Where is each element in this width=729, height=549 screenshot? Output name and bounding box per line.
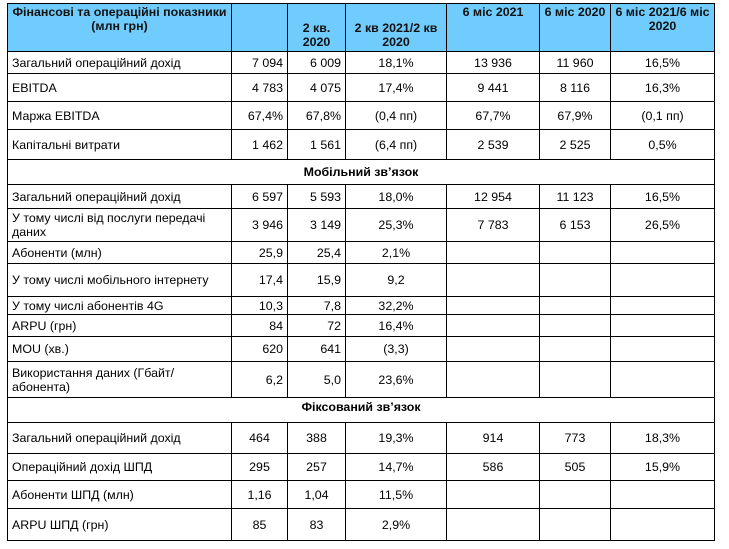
- table-row: [8, 454, 715, 481]
- cell: 67,9%: [540, 102, 611, 130]
- row-label: Загальний операційний дохід: [8, 423, 232, 454]
- cell: 17,4: [232, 264, 288, 297]
- cell: 13 936: [447, 52, 540, 74]
- cell: 2,9%: [346, 509, 447, 541]
- table-row: [8, 362, 715, 398]
- cell: 914: [447, 423, 540, 454]
- cell: 9,2: [346, 264, 447, 297]
- cell: [447, 362, 540, 398]
- cell: 67,4%: [232, 102, 288, 130]
- cell: [447, 481, 540, 509]
- cell: 16,5%: [611, 185, 715, 209]
- header-col-6: 6 міс 2021/6 міс 2020: [611, 4, 715, 52]
- cell: [611, 509, 715, 541]
- cell: [447, 297, 540, 315]
- cell: 2 539: [447, 130, 540, 160]
- cell: 7,8: [288, 297, 346, 315]
- cell: [540, 297, 611, 315]
- cell: 7 094: [232, 52, 288, 74]
- cell: 32,2%: [346, 297, 447, 315]
- cell: [447, 264, 540, 297]
- cell: [540, 337, 611, 362]
- cell: 85: [232, 509, 288, 541]
- cell: 6 597: [232, 185, 288, 209]
- table-row: [8, 242, 715, 264]
- cell: 6,2: [232, 362, 288, 398]
- cell: 18,1%: [346, 52, 447, 74]
- table-row: [8, 481, 715, 509]
- cell: [540, 509, 611, 541]
- cell: (3,3): [346, 337, 447, 362]
- cell: 295: [232, 454, 288, 481]
- cell: 6 009: [288, 52, 346, 74]
- table-row: [8, 102, 715, 130]
- cell: 7 783: [447, 209, 540, 242]
- cell: 6 153: [540, 209, 611, 242]
- section-row-mobile: [8, 160, 715, 185]
- row-label: ARPU ШПД (грн): [8, 509, 232, 541]
- cell: (6,4 пп): [346, 130, 447, 160]
- cell: (0,4 пп): [346, 102, 447, 130]
- cell: 2,1%: [346, 242, 447, 264]
- row-label: Використання даних (Гбайт/абонента): [8, 362, 232, 398]
- table-row: [8, 130, 715, 160]
- cell: [611, 315, 715, 337]
- header-col-3: 2 кв 2021/2 кв 2020: [346, 4, 447, 52]
- cell: 464: [232, 423, 288, 454]
- cell: [611, 264, 715, 297]
- row-label: Загальний операційний дохід: [8, 52, 232, 74]
- row-label: Операційний дохід ШПД: [8, 454, 232, 481]
- cell: 1,16: [232, 481, 288, 509]
- cell: 388: [288, 423, 346, 454]
- cell: 23,6%: [346, 362, 447, 398]
- cell: 8 116: [540, 74, 611, 102]
- header-col-4: 6 міс 2021: [447, 4, 540, 52]
- cell: 25,4: [288, 242, 346, 264]
- cell: [611, 297, 715, 315]
- table-header-row: [8, 4, 715, 52]
- cell: 14,7%: [346, 454, 447, 481]
- cell: 11 960: [540, 52, 611, 74]
- cell: 5 593: [288, 185, 346, 209]
- row-label: Загальний операційний дохід: [8, 185, 232, 209]
- cell: 3 149: [288, 209, 346, 242]
- cell: 18,3%: [611, 423, 715, 454]
- header-label: Фінансові та операційні показники (млн грн): [8, 4, 232, 52]
- cell: 25,9: [232, 242, 288, 264]
- table-row: [8, 297, 715, 315]
- cell: 17,4%: [346, 74, 447, 102]
- header-col-1: [232, 4, 288, 52]
- cell: [540, 264, 611, 297]
- cell: 1 561: [288, 130, 346, 160]
- cell: 16,3%: [611, 74, 715, 102]
- cell: 257: [288, 454, 346, 481]
- row-label: У тому числі абонентів 4G: [8, 297, 232, 315]
- table-row: [8, 315, 715, 337]
- row-label: Абоненти ШПД (млн): [8, 481, 232, 509]
- row-label: Капітальні витрати: [8, 130, 232, 160]
- cell: 84: [232, 315, 288, 337]
- cell: 83: [288, 509, 346, 541]
- cell: 641: [288, 337, 346, 362]
- cell: 19,3%: [346, 423, 447, 454]
- cell: 18,0%: [346, 185, 447, 209]
- table-row: [8, 52, 715, 74]
- cell: [540, 362, 611, 398]
- cell: [447, 509, 540, 541]
- cell: 4 075: [288, 74, 346, 102]
- header-col-5: 6 міс 2020: [540, 4, 611, 52]
- cell: 9 441: [447, 74, 540, 102]
- row-label: ARPU (грн): [8, 315, 232, 337]
- cell: 5,0: [288, 362, 346, 398]
- row-label: У тому числі від послуги передачі даних: [8, 209, 232, 242]
- row-label: MOU (хв.): [8, 337, 232, 362]
- cell: 773: [540, 423, 611, 454]
- cell: 16,5%: [611, 52, 715, 74]
- row-label: EBITDA: [8, 74, 232, 102]
- financial-operational-table: [7, 3, 715, 541]
- cell: 15,9: [288, 264, 346, 297]
- table-row: [8, 74, 715, 102]
- table-row: [8, 509, 715, 541]
- section-row-fixed: [8, 398, 715, 423]
- cell: 12 954: [447, 185, 540, 209]
- cell: 3 946: [232, 209, 288, 242]
- section-title-fixed: Фіксований зв’язок: [8, 398, 715, 423]
- cell: 505: [540, 454, 611, 481]
- table-row: [8, 185, 715, 209]
- cell: [540, 315, 611, 337]
- cell: 620: [232, 337, 288, 362]
- cell: [447, 337, 540, 362]
- row-label: У тому числі мобільного інтернету: [8, 264, 232, 297]
- cell: 72: [288, 315, 346, 337]
- row-label: Маржа EBITDA: [8, 102, 232, 130]
- cell: 67,8%: [288, 102, 346, 130]
- cell: 586: [447, 454, 540, 481]
- cell: (0,1 пп): [611, 102, 715, 130]
- cell: [611, 481, 715, 509]
- table-row: [8, 423, 715, 454]
- row-label: Абоненти (млн): [8, 242, 232, 264]
- cell: 11 123: [540, 185, 611, 209]
- cell: [540, 481, 611, 509]
- cell: [540, 242, 611, 264]
- cell: [611, 362, 715, 398]
- table-row: [8, 337, 715, 362]
- cell: 11,5%: [346, 481, 447, 509]
- cell: [447, 242, 540, 264]
- cell: 16,4%: [346, 315, 447, 337]
- cell: 1,04: [288, 481, 346, 509]
- cell: 4 783: [232, 74, 288, 102]
- cell: 25,3%: [346, 209, 447, 242]
- cell: [447, 315, 540, 337]
- table-row: [8, 264, 715, 297]
- cell: 1 462: [232, 130, 288, 160]
- cell: 2 525: [540, 130, 611, 160]
- cell: 10,3: [232, 297, 288, 315]
- cell: 67,7%: [447, 102, 540, 130]
- cell: 0,5%: [611, 130, 715, 160]
- cell: 26,5%: [611, 209, 715, 242]
- cell: 15,9%: [611, 454, 715, 481]
- cell: [611, 242, 715, 264]
- table-row: [8, 209, 715, 242]
- section-title-mobile: Мобільний зв’язок: [8, 160, 715, 185]
- header-col-2: 2 кв. 2020: [288, 4, 346, 52]
- cell: [611, 337, 715, 362]
